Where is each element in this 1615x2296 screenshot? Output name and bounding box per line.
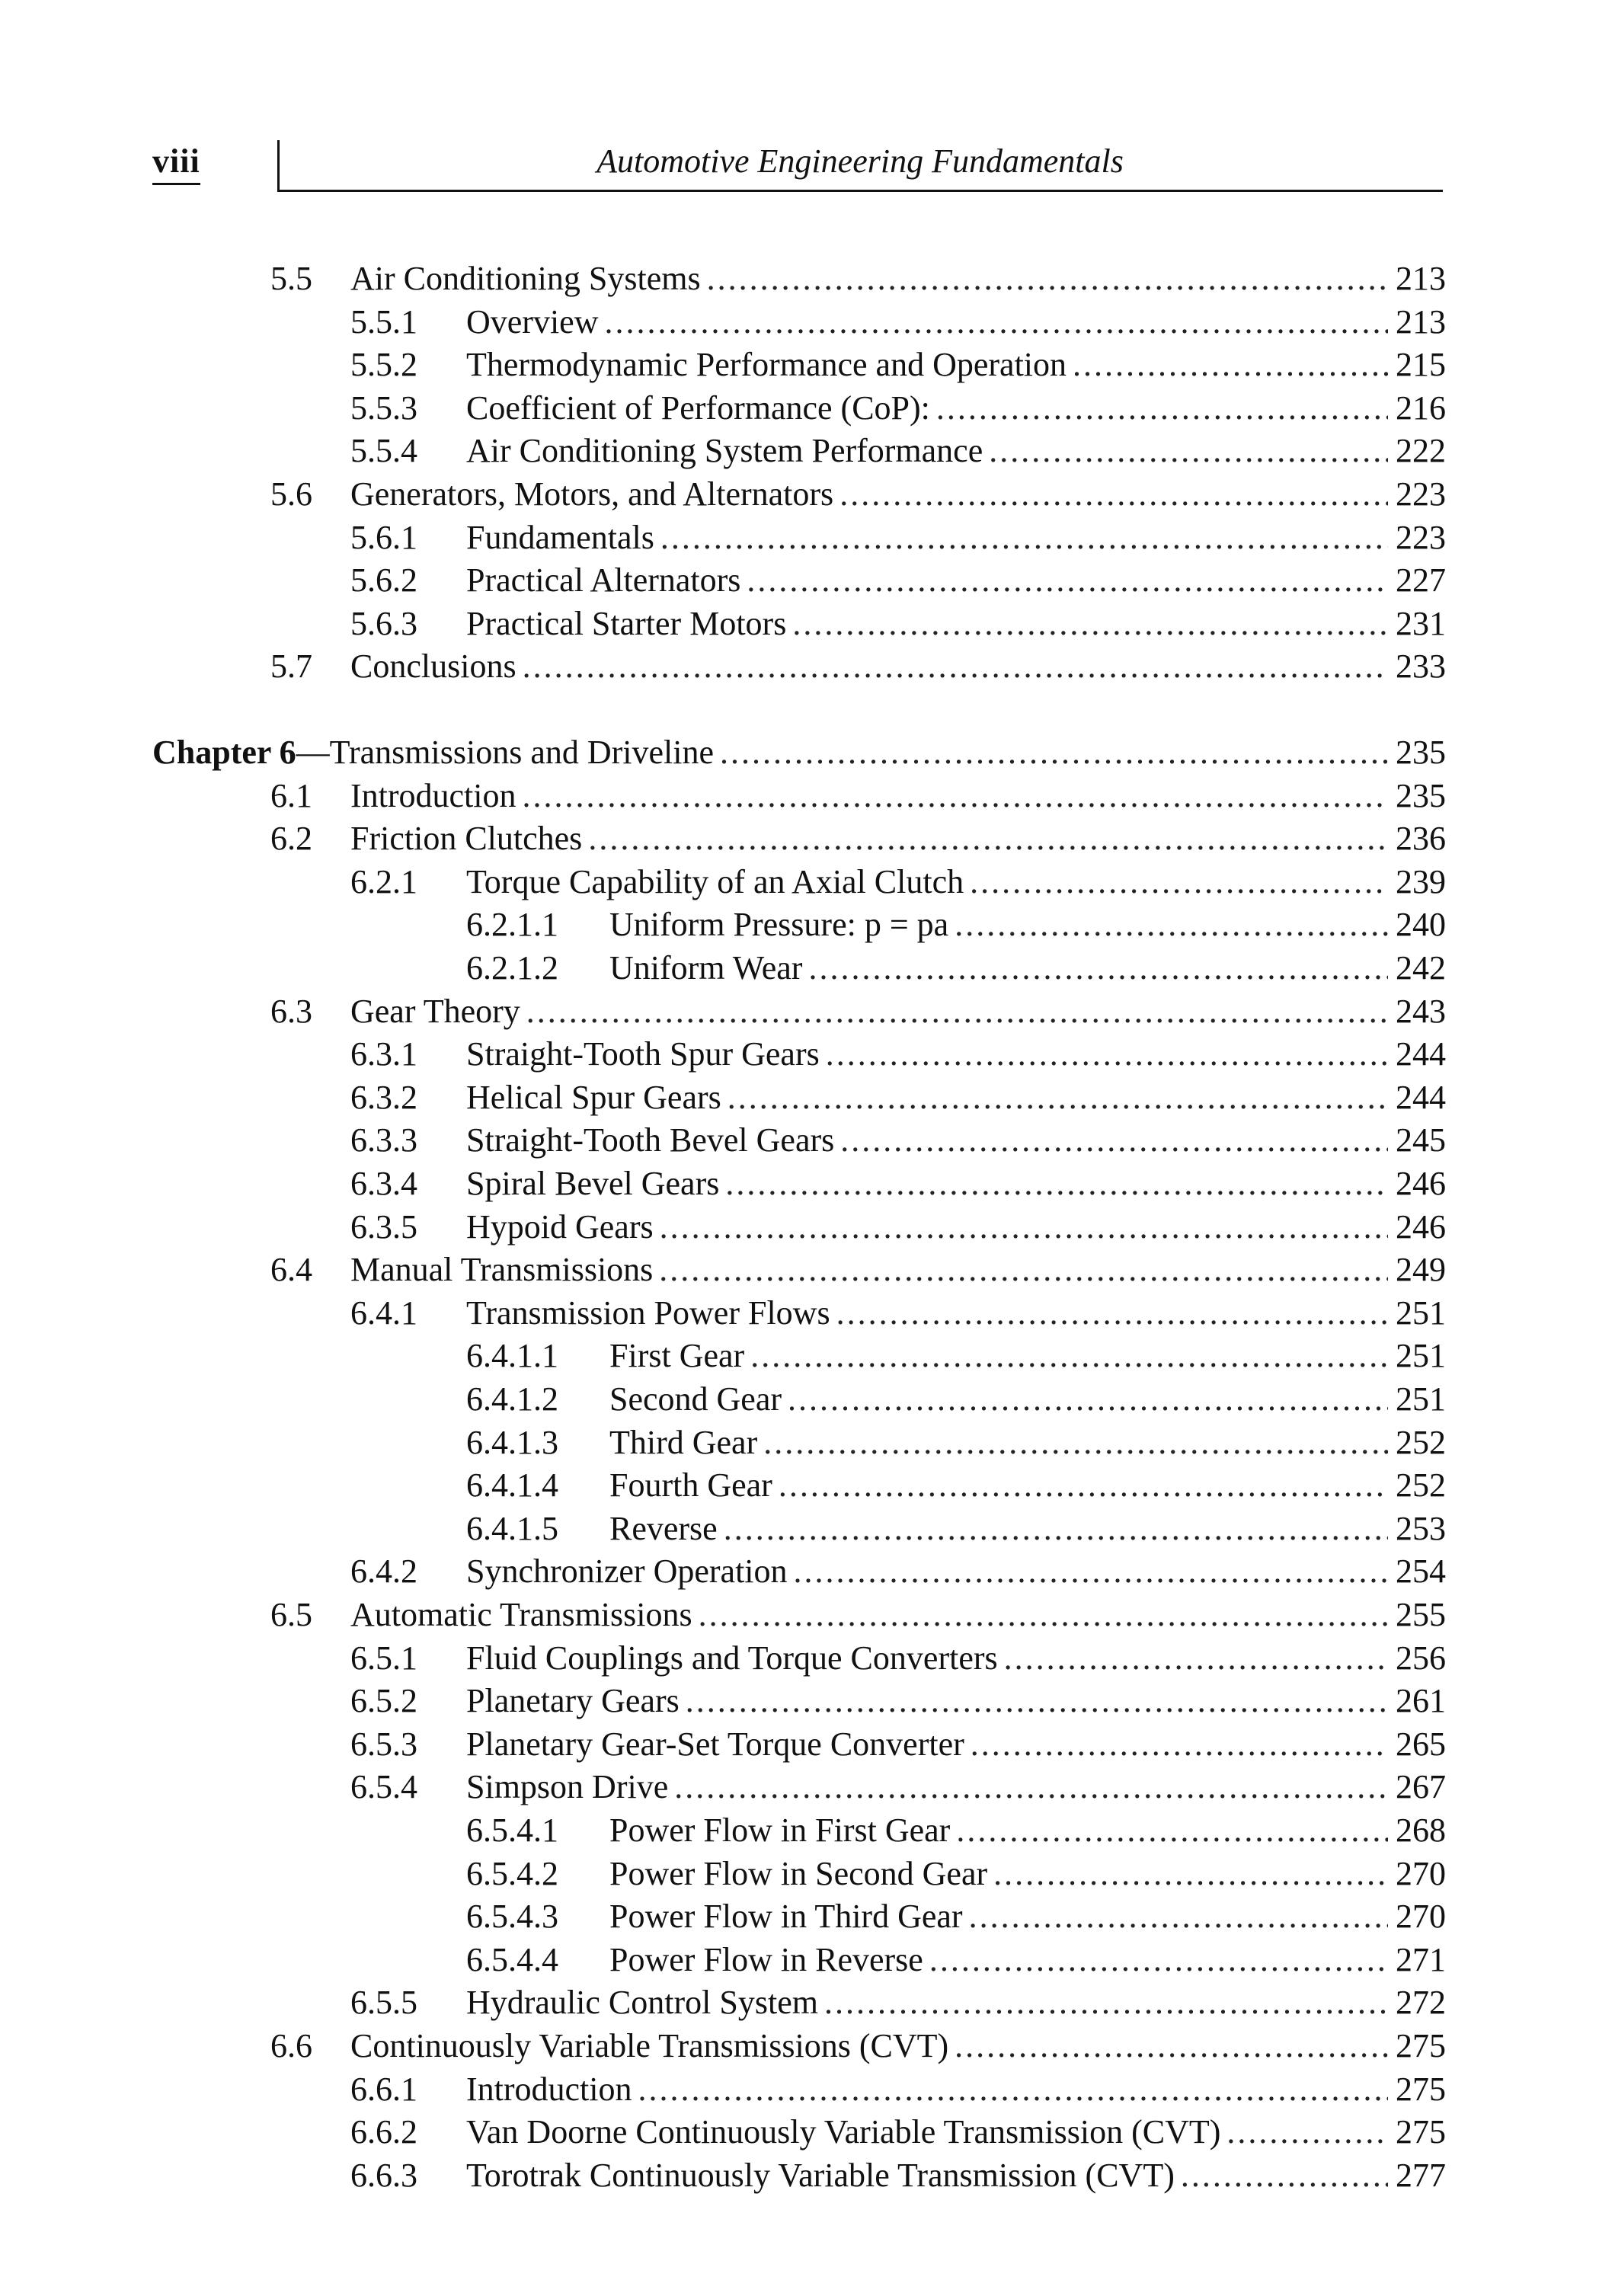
toc-entry-number: 6.5.4 [350,1768,417,1805]
toc-entry-title: Straight-Tooth Spur Gears [466,1035,820,1073]
toc-entry-title: Fundamentals [466,519,654,556]
toc-entry-title: Helical Spur Gears [466,1079,721,1116]
toc-entry-number: 6.2 [270,820,312,857]
toc-entry-title: Air Conditioning Systems [350,260,701,297]
toc-entry [0,1377,1615,1421]
toc-entry [0,1248,1615,1291]
toc-entry-line [466,429,1446,472]
toc-entry-line [466,343,1446,386]
toc-entry-title: Hypoid Gears [466,1208,654,1246]
toc-entry-page: 253 [1396,1510,1446,1547]
toc-entry-title: Power Flow in Third Gear [609,1898,963,1935]
dot-leader [792,602,1388,645]
toc-entry-number: 6.6.1 [350,2071,417,2108]
toc-entry-line [609,1852,1446,1895]
toc-entry-number: 6.2.1.2 [466,949,558,987]
toc-entry-page: 246 [1396,1165,1446,1202]
toc-entry-page: 272 [1396,1984,1446,2021]
toc-entry-title: Practical Alternators [466,561,741,599]
toc-chapter-title: —Transmissions and Driveline [296,734,715,771]
toc-entry [0,946,1615,990]
toc-entry-page: 265 [1396,1725,1446,1763]
toc-entry-number: 6.6.2 [350,2113,417,2151]
toc-entry-page: 222 [1396,432,1446,469]
toc-entry-page: 215 [1396,346,1446,383]
toc-entry [0,2067,1615,2111]
dot-leader [989,429,1388,472]
dot-leader [1004,1636,1388,1680]
toc-entry-line [609,1421,1446,1464]
toc-entry-number: 6.2.1.1 [466,906,558,943]
toc-entry-page: 268 [1396,1812,1446,1849]
toc-entry-page: 252 [1396,1466,1446,1504]
toc-entry-page: 242 [1396,949,1446,987]
toc-entry [0,516,1615,559]
toc-entry-title: Coefficient of Performance (CoP): [466,389,930,427]
toc-entry-line [466,2067,1446,2111]
toc-entry [0,1938,1615,1981]
toc-entry-number: 6.3.3 [350,1121,417,1159]
toc-entry-number: 6.4.1 [350,1294,417,1332]
toc-entry-title: Torotrak Continuously Variable Transmission (CVT) [466,2157,1175,2194]
toc-entry-title: First Gear [609,1337,745,1374]
toc-entry-number: 6.3.2 [350,1079,417,1116]
toc-entry-title: Introduction [350,777,516,814]
dot-leader [659,1248,1388,1291]
toc-entry-page: 243 [1396,993,1446,1030]
toc-entry-line [350,644,1446,688]
toc-entry [0,1593,1615,1636]
toc-entry [0,1722,1615,1766]
toc-entry-line [350,817,1446,860]
toc-entry-page: 240 [1396,906,1446,943]
toc-entry-number: 5.6.2 [350,561,417,599]
toc-entry-title: Planetary Gear-Set Torque Converter [466,1725,964,1763]
toc-entry-page: 254 [1396,1553,1446,1590]
toc-entry-number: 6.5.2 [350,1682,417,1719]
toc-entry-number: 6.5.5 [350,1984,417,2021]
toc-entry-page: 223 [1396,475,1446,513]
toc-entry-title: Third Gear [609,1424,758,1461]
dot-leader [969,1895,1388,1938]
dot-leader [836,1291,1388,1335]
toc-entry-title: Continuously Variable Transmissions (CVT) [350,2027,949,2064]
toc-entry-line [609,1938,1446,1981]
toc-entry-number: 6.4.1.2 [466,1380,558,1418]
toc-entry-line [466,1981,1446,2024]
toc-entry-page: 213 [1396,260,1446,297]
toc-entry-page: 275 [1396,2113,1446,2151]
toc-entry-page: 270 [1396,1855,1446,1892]
dot-leader [955,903,1388,946]
toc-entry-title: Friction Clutches [350,820,583,857]
dot-leader [523,644,1388,688]
toc-entry-number: 5.5.3 [350,389,417,427]
toc-entry-line [466,1118,1446,1162]
dot-leader [674,1765,1388,1808]
toc-entry-page: 267 [1396,1768,1446,1805]
toc-entry [0,1507,1615,1550]
toc-entry [0,644,1615,688]
toc-entry-title: Uniform Pressure: p = pa [609,906,949,943]
dot-leader [794,1549,1388,1593]
toc-entry [0,1421,1615,1464]
toc-entry-title: Overview [466,303,599,341]
toc-entry [0,1636,1615,1680]
toc-entry-number: 6.5.3 [350,1725,417,1763]
toc-entry-title: Simpson Drive [466,1768,669,1805]
toc-entry-page: 249 [1396,1251,1446,1288]
dot-leader [808,946,1388,990]
toc-entry-page: 244 [1396,1035,1446,1073]
toc-entry-line [466,558,1446,602]
toc-entry [0,1118,1615,1162]
dot-leader [826,1032,1388,1076]
toc-entry-title: Second Gear [609,1380,782,1418]
toc-entry-number: 6.5.4.4 [466,1941,558,1978]
toc-entry-title: Van Doorne Continuously Variable Transmission (CVT) [466,2113,1221,2151]
toc-entry-page: 277 [1396,2157,1446,2194]
toc-entry-line [466,1679,1446,1722]
dot-leader [728,1076,1388,1119]
toc-entry-line [466,1722,1446,1766]
toc-entry [0,1463,1615,1507]
dot-leader [970,860,1388,903]
toc-entry [0,2154,1615,2197]
toc-entry-page: 252 [1396,1424,1446,1461]
toc-entry-line [350,1593,1446,1636]
toc-entry-line [466,300,1446,344]
toc-entry-number: 6.5.4.2 [466,1855,558,1892]
toc-chapter-entry [0,731,1615,774]
toc-entry-page: 213 [1396,303,1446,341]
dot-leader [720,731,1388,774]
toc-entry [0,1205,1615,1249]
toc-entry-title: Uniform Wear [609,949,803,987]
dot-leader [839,472,1388,516]
toc-entry-number: 6.1 [270,777,312,814]
toc-entry [0,1032,1615,1076]
dot-leader [824,1981,1388,2024]
toc-entry [0,1291,1615,1335]
toc-entry [0,300,1615,344]
toc-entry-title: Power Flow in Second Gear [609,1855,988,1892]
toc-entry [0,817,1615,860]
toc-entry-page: 235 [1396,777,1446,814]
toc-entry-line [609,946,1446,990]
toc-entry-title: Hydraulic Control System [466,1984,818,2021]
toc-entry [0,1808,1615,1852]
toc-entry-line [609,1895,1446,1938]
toc-entry-page: 233 [1396,648,1446,685]
toc-entry-number: 5.5 [270,260,312,297]
dot-leader [523,774,1388,817]
toc-entry-title: Transmission Power Flows [466,1294,830,1332]
toc-entry [0,472,1615,516]
toc-entry-line [609,1377,1446,1421]
toc-entry-line [152,731,1446,774]
toc-entry-title: Power Flow in First Gear [609,1812,951,1849]
toc-entry-page: 251 [1396,1337,1446,1374]
toc-entry [0,990,1615,1033]
toc-entry-number: 6.6.3 [350,2157,417,2194]
toc-entry-page: 223 [1396,519,1446,556]
toc-entry-title: Automatic Transmissions [350,1596,692,1633]
dot-leader [660,1205,1388,1249]
dot-leader [993,1852,1388,1895]
dot-leader [638,2067,1388,2111]
toc-entry-title: Manual Transmissions [350,1251,654,1288]
toc-entry-line [350,1248,1446,1291]
toc-entry-line [609,1808,1446,1852]
toc-chapter-label: Chapter 6 [152,734,296,771]
toc-entry [0,558,1615,602]
toc-entry-title: Reverse [609,1510,718,1547]
toc-entry-line [609,1463,1446,1507]
toc-entry-page: 275 [1396,2027,1446,2064]
toc-entry-title: Fourth Gear [609,1466,772,1504]
dot-leader [956,1808,1388,1852]
dot-leader [588,817,1388,860]
toc-entry-title: Generators, Motors, and Alternators [350,475,834,513]
toc-entry-number: 5.6.3 [350,605,417,642]
toc-entry-number: 5.5.1 [350,303,417,341]
toc-entry-number: 5.7 [270,648,312,685]
toc-entry-number: 5.5.2 [350,346,417,383]
header-horizontal-rule [277,190,1443,192]
toc-entry-page: 271 [1396,1941,1446,1978]
toc-entry [0,1549,1615,1593]
toc-entry-line [609,903,1446,946]
toc-entry-page: 231 [1396,605,1446,642]
toc-entry-line [466,1205,1446,1249]
toc-entry [0,1679,1615,1722]
dot-leader [707,257,1388,300]
toc-entry [0,257,1615,300]
toc-entry [0,1076,1615,1119]
toc-entry [0,1765,1615,1808]
toc-entry-page: 239 [1396,863,1446,900]
toc-entry-page: 227 [1396,561,1446,599]
toc-entry-number: 6.4.1.5 [466,1510,558,1547]
toc-entry-title: Practical Starter Motors [466,605,787,642]
toc-entry-number: 6.5.4.1 [466,1812,558,1849]
toc-entry-line [466,2154,1446,2197]
toc-entry-number: 6.2.1 [350,863,417,900]
toc-entry-page: 270 [1396,1898,1446,1935]
dot-leader [1073,343,1388,386]
toc-entry [0,1334,1615,1377]
toc-entry-number: 5.5.4 [350,432,417,469]
toc-entry-number: 6.5 [270,1596,312,1633]
toc-entry-title: Gear Theory [350,993,520,1030]
toc-entry-line [466,1032,1446,1076]
dot-leader [936,386,1388,430]
dot-leader [1181,2154,1388,2197]
toc-entry-line [466,2110,1446,2154]
toc-entry-page: 261 [1396,1682,1446,1719]
toc-entry-line [350,472,1446,516]
toc-entry-line [609,1334,1446,1377]
toc-entry-number: 6.5.4.3 [466,1898,558,1935]
toc-entry-line [466,602,1446,645]
toc-entry [0,774,1615,817]
dot-leader [686,1679,1388,1722]
toc-entry-page: 255 [1396,1596,1446,1633]
toc-entry [0,602,1615,645]
dot-leader [747,558,1388,602]
toc-entry-number: 5.6.1 [350,519,417,556]
toc-entry-line [350,990,1446,1033]
toc-entry [0,1852,1615,1895]
toc-entry-line [466,386,1446,430]
toc-entry [0,1895,1615,1938]
dot-leader [724,1507,1388,1550]
toc-entry-title: Torque Capability of an Axial Clutch [466,863,964,900]
dot-leader [660,516,1388,559]
toc-entry-line [466,1291,1446,1335]
toc-entry-line [466,1076,1446,1119]
toc-entry-number: 6.4.2 [350,1553,417,1590]
toc-entry-line [466,1636,1446,1680]
toc-entry [0,903,1615,946]
toc-entry-page: 275 [1396,2071,1446,2108]
toc-entry-page: 256 [1396,1639,1446,1677]
toc-entry-number: 6.4.1.1 [466,1337,558,1374]
dot-leader [763,1421,1388,1464]
toc-entry-number: 6.6 [270,2027,312,2064]
dot-leader [750,1334,1388,1377]
toc-entry [0,1162,1615,1205]
toc-entry-number: 6.4.1.3 [466,1424,558,1461]
toc-entry-page: 246 [1396,1208,1446,1246]
toc-entry-title: Fluid Couplings and Torque Converters [466,1639,998,1677]
toc-entry-title: Conclusions [350,648,516,685]
toc-entry-page: 251 [1396,1294,1446,1332]
toc-entry-line [466,860,1446,903]
dot-leader [929,1938,1388,1981]
dot-leader [699,1593,1388,1636]
running-title: Automotive Engineering Fundamentals [596,142,1124,180]
toc-entry-title: Air Conditioning System Performance [466,432,983,469]
toc-entry-number: 6.3.1 [350,1035,417,1073]
toc-entry-page: 251 [1396,1380,1446,1418]
dot-leader [725,1162,1388,1205]
toc-entry-line [350,2024,1446,2067]
toc-entry-number: 6.3.5 [350,1208,417,1246]
dot-leader [779,1463,1388,1507]
toc-entry-number: 6.3.4 [350,1165,417,1202]
toc-entry [0,860,1615,903]
dot-leader [971,1722,1388,1766]
toc-entry [0,343,1615,386]
toc-entry-title: Introduction [466,2071,632,2108]
toc-entry-title: Thermodynamic Performance and Operation [466,346,1067,383]
toc-entry-title: Power Flow in Reverse [609,1941,923,1978]
toc-entry-page: 244 [1396,1079,1446,1116]
toc-entry-number: 6.5.1 [350,1639,417,1677]
toc-entry-line [350,257,1446,300]
toc-entry [0,1981,1615,2024]
toc-entry-line [466,1162,1446,1205]
dot-leader [840,1118,1388,1162]
toc-entry-line [350,774,1446,817]
toc-entry-page: 216 [1396,389,1446,427]
toc-entry-title: Straight-Tooth Bevel Gears [466,1121,835,1159]
toc-entry-title: Planetary Gears [466,1682,680,1719]
toc-entry [0,386,1615,430]
toc-entry-page: 236 [1396,820,1446,857]
toc-entry-number: 6.4.1.4 [466,1466,558,1504]
toc-entry-title [152,731,714,774]
dot-leader [1226,2110,1388,2154]
toc-entry-number: 6.4 [270,1251,312,1288]
toc-entry-page: 245 [1396,1121,1446,1159]
toc-entry-line [466,1549,1446,1593]
dot-leader [605,300,1389,344]
dot-leader [526,990,1388,1033]
toc-entry [0,2024,1615,2067]
toc-entry-line [466,516,1446,559]
toc-entry-line [466,1765,1446,1808]
toc-entry-number: 5.6 [270,475,312,513]
toc-entry-title: Spiral Bevel Gears [466,1165,720,1202]
toc-entry [0,2110,1615,2154]
page-number: viii [152,140,200,185]
dot-leader [788,1377,1388,1421]
toc-entry [0,429,1615,472]
toc-entry-line [609,1507,1446,1550]
dot-leader [955,2024,1388,2067]
toc-entry-title: Synchronizer Operation [466,1553,788,1590]
toc-entry-number: 6.3 [270,993,312,1030]
toc-entry-page: 235 [1396,734,1446,771]
